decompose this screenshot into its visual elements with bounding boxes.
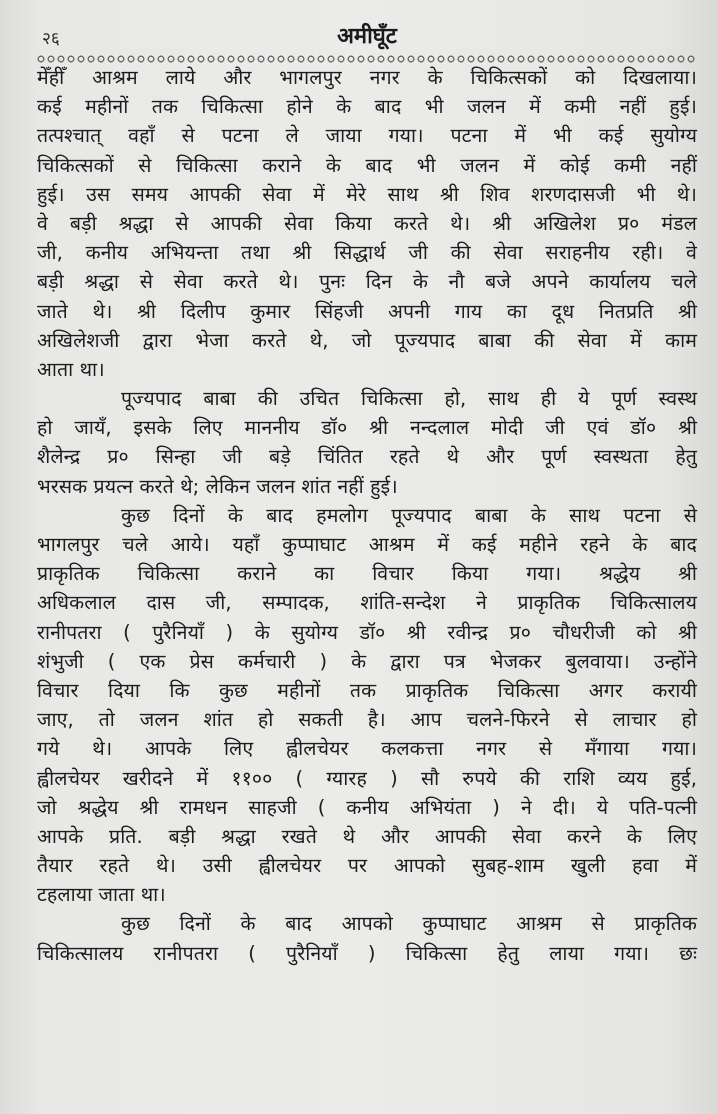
text-line: चिकित्सकों से चिकित्सा कराने के बाद भी जलन में कोई कमी नहीं bbox=[37, 153, 697, 177]
text-line: चिकित्सालय रानीपतरा ( पुरैनियाँ ) चिकित्सा हेतु लाया गया। छः bbox=[37, 941, 697, 965]
text-line: टहलाया जाता था। bbox=[37, 883, 166, 907]
page-number: २६ bbox=[42, 29, 60, 49]
text-line: रानीपतरा ( पुरैनियाँ ) के सुयोग्य डॉ० श्री रवीन्द्र प्र० चौधरीजी को श्री bbox=[37, 620, 697, 644]
text-line: बड़ी श्रद्धा से सेवा करते थे। पुनः दिन के नौ बजे अपने कार्यालय चले bbox=[37, 270, 697, 294]
text-line: भागलपुर चले आये। यहाँ कुप्पाघाट आश्रम में कई महीने रहने के बाद bbox=[37, 533, 697, 556]
text-line: आपके प्रति. बड़ी श्रद्धा रखते थे और आपकी सेवा करने के लिए bbox=[37, 824, 697, 848]
paragraph-start-line: पूज्यपाद बाबा की उचित चिकित्सा हो, साथ ही ये पूर्ण स्वस्थ bbox=[121, 387, 697, 411]
text-line: वे बड़ी श्रद्धा से आपकी सेवा किया करते थे। श्री अखिलेश प्र० मंडल bbox=[37, 211, 697, 235]
text-line: जी, कनीय अभियन्ता तथा श्री सिद्धार्थ जी की सेवा सराहनीय रही। वे bbox=[37, 241, 697, 265]
text-line: शैलेन्द्र प्र० सिन्हा जी बड़े चिंतित रहते थे और पूर्ण स्वस्थता हेतु bbox=[37, 445, 697, 469]
text-line: भरसक प्रयत्न करते थे; लेकिन जलन शांत नहीं हुई। bbox=[37, 474, 398, 498]
text-line: हो जायँ, इसके लिए माननीय डॉ० श्री नन्दलाल मोदी जी एवं डॉ० श्री bbox=[37, 416, 697, 440]
running-title: अमीघूँट bbox=[337, 24, 397, 49]
text-line: जाए, तो जलन शांत हो सकती है। आप चलने-फिरने से लाचार हो bbox=[37, 708, 697, 732]
text-line: जाते थे। श्री दिलीप कुमार सिंहजी अपनी गाय का दूध नितप्रति श्री bbox=[37, 299, 697, 323]
text-line: प्राकृतिक चिकित्सा कराने का विचार किया गया। श्रद्धेय श्री bbox=[37, 562, 697, 586]
text-line: तैयार रहते थे। उसी ह्वीलचेयर पर आपको सुबह-शाम खुली हवा में bbox=[37, 854, 697, 878]
paragraph-start-line: कुछ दिनों के बाद हमलोग पूज्यपाद बाबा के साथ पटना से bbox=[121, 503, 697, 527]
text-line: शंभुजी ( एक प्रेस कर्मचारी ) के द्वारा पत्र भेजकर बुलवाया। उन्होंने bbox=[37, 649, 697, 673]
page-header bbox=[36, 20, 698, 56]
text-line: जो श्रद्धेय श्री रामधन साहजी ( कनीय अभियंता ) ने दी। ये पति-पत्नी bbox=[37, 795, 697, 819]
text-line: मेँहीँ आश्रम लाये और भागलपुर नगर के चिकित्सकों को दिखलाया। bbox=[37, 66, 697, 89]
text-line: कई महीनों तक चिकित्सा होने के बाद भी जलन में कमी नहीं हुई। bbox=[37, 95, 697, 119]
text-line: विचार दिया कि कुछ महीनों तक प्राकृतिक चिकित्सा अगर करायी bbox=[37, 678, 697, 702]
paragraph-start-line: कुछ दिनों के बाद आपको कुप्पाघाट आश्रम से प्राकृतिक bbox=[121, 912, 697, 936]
text-line: हुई। उस समय आपकी सेवा में मेरे साथ श्री शिव शरणदासजी भी थे। bbox=[37, 182, 697, 206]
text-line: गये थे। आपके लिए ह्वीलचेयर कलकत्ता नगर से मँगाया गया। bbox=[37, 737, 697, 761]
text-line: ह्वीलचेयर खरीदने में ११०० ( ग्यारह ) सौ रुपये की राशि व्यय हुई, bbox=[37, 766, 697, 790]
text-line: तत्पश्चात् वहाँ से पटना ले जाया गया। पटना में भी कई सुयोग्य bbox=[37, 124, 697, 148]
text-line: अखिलेशजी द्वारा भेजा करते थे, जो पूज्यपाद बाबा की सेवा में काम bbox=[37, 328, 697, 352]
text-line: आता था। bbox=[37, 357, 105, 381]
body-text bbox=[37, 63, 697, 968]
text-line: अधिकलाल दास जी, सम्पादक, शांति-सन्देश ने प्राकृतिक चिकित्सालय bbox=[37, 591, 697, 615]
